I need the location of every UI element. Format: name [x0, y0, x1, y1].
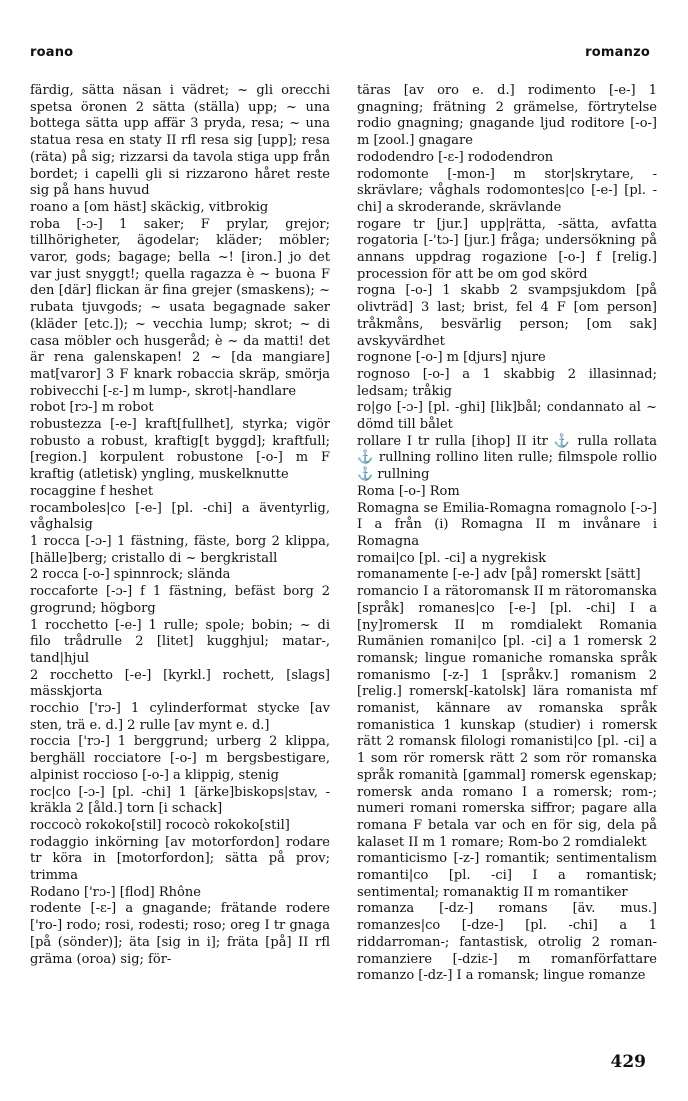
dictionary-entry: rocchio ['rɔ-] 1 cylinderformat stycke [av sten, trä e. d.] 2 rulle [av mynt e. d.]: [30, 701, 330, 733]
dictionary-entry: roba [-ɔ-] 1 saker; F prylar, grejor; tillhörigheter, ägodelar; kläder; möbler; varor, gods; bagage; bella ~! [iron.] jo det var just snyggt!; quella ragazza è ~ buona F den [där] flickan är fina grejer (smaskens); ~ rubata tjuvgods; ~ usata begagnade saker (kläder [etc.]); ~ vecchia lump; skrot; ~ di casa möbler och husgeråd; è ~ da matti! det är rena galenskapen! 2 ~ [da mangiare] mat[varor] 3 F knark robaccia skräp, smörja robivecchi [-ɛ-] m lump-, skrot|-handlare: [30, 216, 330, 399]
dictionary-entry: roc|co [-ɔ-] [pl. -chi] 1 [ärke]biskops|stav, -kräkla 2 [åld.] torn [i schack]: [30, 784, 330, 817]
dictionary-entry: roano a [om häst] skäckig, vitbrokig: [30, 199, 269, 215]
dictionary-entry: roccaforte [-ɔ-] f 1 fästning, befäst borg 2 grogrund; högborg: [30, 584, 330, 616]
page-number: 429: [610, 1052, 646, 1072]
guide-word-left: roano: [30, 45, 74, 60]
dictionary-entry: 1 rocca [-ɔ-] 1 fästning, fäste, borg 2 klippa, [hälle]berg; cristallo di ~ bergkristall: [30, 533, 330, 566]
dictionary-entry: ro|go [-ɔ-] [pl. -ghi] [lik]bål; condannato al ~ dömd till bålet: [357, 400, 657, 433]
dictionary-entry: rogare tr [jur.] upp|rätta, -sätta, avfatta rogatoria [-'tɔ-] [jur.] fråga; undersökning på annans uppdrag rogazione [-o-] f [relig.] procession för att be om god skörd: [357, 216, 657, 282]
dictionary-entry: roccocò rokoko[stil] rococò rokoko[stil]: [30, 817, 290, 833]
dictionary-entry: Roma [-o-] Rom: [357, 483, 460, 499]
dictionary-entry: Romagna se Emilia-Romagna romagnolo [-ɔ-] I a från (i) Romagna II m invånare i Romagna: [357, 500, 657, 549]
dictionary-entry: romanamente [-e-] adv [på] romerskt [sätt]: [357, 567, 641, 583]
dictionary-entry: 2 rocchetto [-e-] [kyrkl.] rochett, [slags] mässkjorta: [30, 667, 330, 700]
dictionary-entry: rognone [-o-] m [djurs] njure: [357, 350, 546, 366]
dictionary-entry: 1 rocchetto [-e-] 1 rulle; spole; bobin; ~ di filo trådrulle 2 [litet] kugghjul; matar-, tand|hjul: [30, 617, 330, 666]
dictionary-entry: rognoso [-o-] a 1 skabbig 2 illasinnad; ledsam; tråkig: [357, 366, 657, 399]
dictionary-entry: rocamboles|co [-e-] [pl. -chi] a äventyrlig, våghalsig: [30, 500, 330, 533]
dictionary-entry: robustezza [-e-] kraft[fullhet], styrka; vigör robusto a robust, kraftig[t byggd]; kraftfull; [region.] korpulent robustone [-o-] m F kraftig (atletisk) yngling, muskelknutte: [30, 417, 330, 483]
left-column: [30, 83, 330, 968]
dictionary-entry: romai|co [pl. -ci] a nygrekisk: [357, 550, 547, 566]
guide-word-right: romanzo: [585, 45, 650, 60]
dictionary-entry: roccia ['rɔ-] 1 berggrund; urberg 2 klippa, berghäll rocciatore [-o-] m bergsbestigare, alpinist roccioso [-o-] a klippig, stenig: [30, 734, 330, 783]
dictionary-entry: rogna [-o-] 1 skabb 2 svampsjukdom [på olivträd] 3 last; brist, fel 4 F [om person] tråkmåns, besvärlig person; [om sak] avskyvärdhet: [357, 283, 657, 349]
dictionary-entry: rodente [-ɛ-] a gnagande; frätande rodere ['ro-] rodo; rosi, rodesti; roso; oreg I tr gnaga [på (sönder)]; äta [sig in i]; fräta [på] II rfl gräma (oroa) sig; för-: [30, 901, 330, 967]
dictionary-entry: romancio I a rätoromansk II m rätoromanska [språk] romanes|co [-e-] [pl. -chi] I a [ny]romersk II m romdialekt Romania Rumänien romani|co [pl. -ci] a 1 romersk 2 romansk; lingue romaniche romanska språk romanismo [-z-] 1 [språkv.] romanism 2 [relig.] romersk[-katolsk] lära romanista mf romanist, kännare av romanska språk romanistica 1 kunskap (studier) i romersk rätt 2 romansk filologi romanisti|co [pl. -ci] a 1 som rör romersk rätt 2 som rör romanska språk romanità [gammal] romersk egenskap; romersk anda romano I a romersk; rom-; numeri romani romerska siffror; pagare alla romana F betala var och en för sig, dela på kalaset II m 1 romare; Rom-bo 2 romdialekt: [357, 584, 657, 850]
dictionary-entry: rodaggio inkörning [av motorfordon] rodare tr köra in [motorfordon]; sätta på prov; trimma: [30, 834, 330, 884]
dictionary-entry: rollare I tr rulla [ihop] II itr ⚓ rulla rollata ⚓ rullning rollino liten rulle; filmspole rollio ⚓ rullning: [357, 433, 657, 483]
dictionary-entry: rocaggine f heshet: [30, 483, 154, 499]
dictionary-entry: rodomonte [-mon-] m stor|skrytare, -skrävlare; våghals rodomontes|co [-e-] [pl. -chi] a skroderande, skrävlande: [357, 166, 657, 215]
dictionary-entry: täras [av oro e. d.] rodimento [-e-] 1 gnagning; frätning 2 grämelse, förtrytelse rodio gnagning; gnagande ljud roditore [-o-] m [zool.] gnagare: [357, 83, 657, 149]
right-column: [357, 83, 657, 985]
dictionary-entry: färdig, sätta näsan i vädret; ~ gli orecchi spetsa öronen 2 sätta (ställa) upp; ~ una bottega sätta upp affär 3 pryda, resa; ~ una statua resa en staty II rfl resa sig [upp]; resa (räta) på sig; rizzarsi da tavola stiga upp från bordet; i capelli gli si rizzarono håret reste sig på hans huvud: [30, 83, 330, 199]
dictionary-entry: Rodano ['rɔ-] [flod] Rhône: [30, 884, 201, 900]
dictionary-entry: romanticismo [-z-] romantik; sentimentalism romanti|co [pl. -ci] I a romantisk; sentimental; romanaktig II m romantiker: [357, 851, 657, 900]
dictionary-entry: rododendro [-ɛ-] rododendron: [357, 149, 554, 165]
dictionary-entry: romanza [-dz-] romans [äv. mus.] romanzes|co [-dze-] [pl. -chi] a 1 riddarroman-; fantastisk, otrolig 2 roman- romanziere [-dziɛ-] m romanförfattare romanzo [-dz-] I a romansk; lingue romanze: [357, 901, 657, 984]
dictionary-entry: 2 rocca [-o-] spinnrock; slända: [30, 567, 231, 583]
dictionary-entry: robot [rɔ-] m robot: [30, 400, 154, 416]
